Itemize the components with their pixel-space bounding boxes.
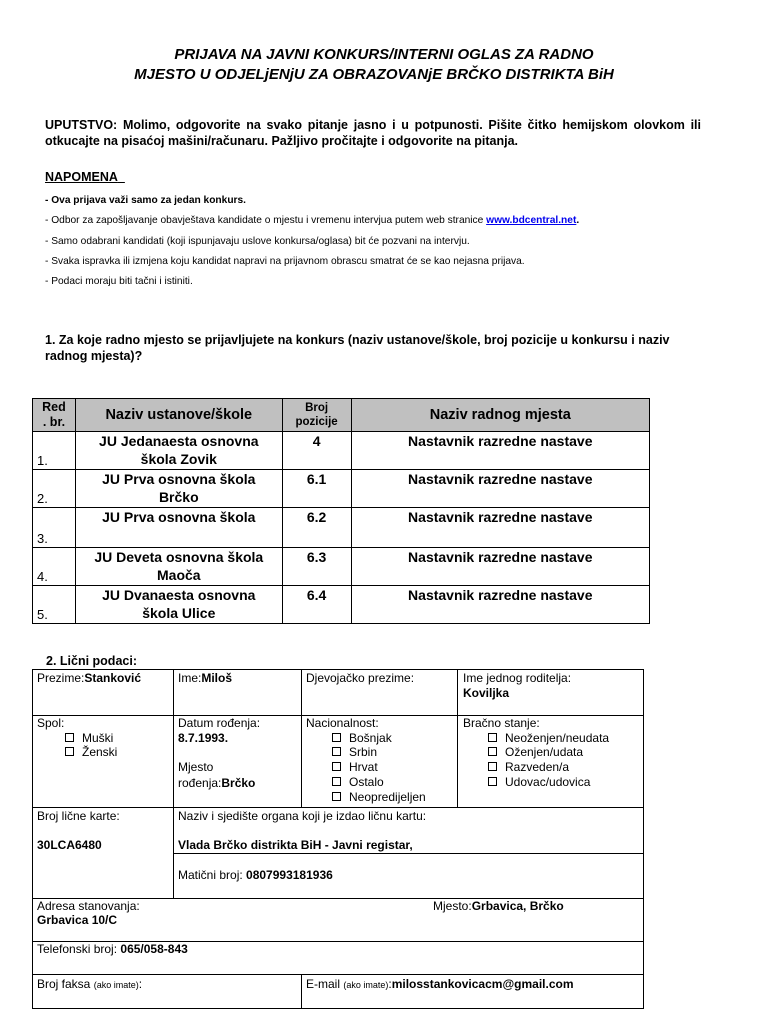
issuer-label: Naziv i sjedište organa koji je izdao ličnu kartu: <box>178 809 427 823</box>
header-institution: Naziv ustanove/škole <box>75 399 282 432</box>
table-row <box>33 432 650 470</box>
institution-cell: JU Jedanaesta osnovna škola Zovik <box>75 432 282 470</box>
position-name-cell: Nastavnik razredne nastave <box>351 586 649 624</box>
institution-cell: JU Prva osnovna škola Brčko <box>75 470 282 508</box>
nationality-option-ostalo[interactable]: Ostalo <box>332 775 384 790</box>
positions-table <box>32 398 650 624</box>
position-number-cell: 6.2 <box>282 508 351 548</box>
email-field[interactable]: E-mail (ako imate):milosstankovicacm@gmail.com <box>306 977 574 991</box>
instructions: UPUTSTVO: Molimo, odgovorite na svako pitanje jasno i u potpunosti. Pišite čitko hemijskom olovkom ili otkucajte na pisaćoj mašini/računaru. Pažljivo pročitajte i odgovorite na pitanja. <box>45 118 701 148</box>
note-item-3: - Samo odabrani kandidati (koji ispunjavaju uslove konkursa/oglasa) bit će pozvani na intervju. <box>45 236 470 247</box>
nationality-option-srbin[interactable]: Srbin <box>332 745 377 760</box>
checkbox-icon[interactable] <box>332 762 341 771</box>
positions-header-row <box>33 399 650 432</box>
header-rb: Red . br. <box>33 399 76 432</box>
note-heading: NAPOMENA <box>45 170 118 184</box>
position-number-cell: 6.1 <box>282 470 351 508</box>
parent-name-value[interactable]: Koviljka <box>463 686 510 700</box>
nationality-option-bosnjak[interactable]: Bošnjak <box>332 731 392 746</box>
dob-value[interactable]: 8.7.1993. <box>178 731 229 745</box>
checkbox-icon[interactable] <box>488 762 497 771</box>
note-item-5: - Podaci moraju biti tačni i istiniti. <box>45 276 193 287</box>
column-divider <box>457 670 458 807</box>
pob-label: Mjesto <box>178 760 214 774</box>
form-title-line2: MJESTO U ODJELjENjU ZA OBRAZOVANjE BRČKO DISTRIKTA BiH <box>134 66 614 83</box>
note-item-1: - Ova prijava važi samo za jedan konkurs. <box>45 195 247 206</box>
note-item-2: - Odbor za zapošljavanje obavještava kandidate o mjestu i vremenu intervjua putem web stranice www.bdcentral.net. <box>45 215 580 226</box>
marital-option-single[interactable]: Neoženjen/neudata <box>488 731 609 746</box>
checkbox-icon[interactable] <box>488 777 497 786</box>
jmbg-field[interactable]: Matični broj: 0807993181936 <box>178 868 333 882</box>
checkbox-icon[interactable] <box>65 747 74 756</box>
table-row <box>33 586 650 624</box>
column-divider <box>173 670 174 807</box>
row-divider <box>33 974 643 975</box>
checkbox-icon[interactable] <box>332 747 341 756</box>
bdcentral-link[interactable]: www.bdcentral.net <box>486 215 577 226</box>
nationality-option-hrvat[interactable]: Hrvat <box>332 760 378 775</box>
nationality-option-neopredijeljen[interactable]: Neopredijeljen <box>332 790 426 805</box>
checkbox-icon[interactable] <box>488 733 497 742</box>
fax-field[interactable]: Broj faksa (ako imate): <box>37 977 143 991</box>
phone-field[interactable]: Telefonski broj: 065/058-843 <box>37 942 188 956</box>
checkbox-icon[interactable] <box>65 733 74 742</box>
pob-field[interactable]: rođenja:Brčko <box>178 776 256 790</box>
sex-label: Spol: <box>37 716 65 730</box>
sex-option-female[interactable]: Ženski <box>65 745 117 760</box>
row-number: 4. <box>33 548 76 586</box>
sex-option-male[interactable]: Muški <box>65 731 113 746</box>
position-name-cell: Nastavnik razredne nastave <box>351 548 649 586</box>
row-number: 2. <box>33 470 76 508</box>
marital-option-widowed[interactable]: Udovac/udovica <box>488 775 590 790</box>
id-card-value[interactable]: 30LCA6480 <box>37 838 102 852</box>
checkbox-icon[interactable] <box>332 792 341 801</box>
position-name-cell: Nastavnik razredne nastave <box>351 432 649 470</box>
personal-data-form <box>32 669 644 1009</box>
dob-label: Datum rođenja: <box>178 716 261 730</box>
position-number-cell: 6.4 <box>282 586 351 624</box>
header-position: Naziv radnog mjesta <box>351 399 649 432</box>
surname-field[interactable]: Prezime:Stanković <box>37 671 142 685</box>
issuer-value[interactable]: Vlada Brčko distrikta BiH - Javni registar, <box>178 838 413 852</box>
note-item-4: - Svaka ispravka ili izmjena koju kandidat napravi na prijavnom obrascu smatrat će se kao nejasna prijava. <box>45 256 525 267</box>
marital-label: Bračno stanje: <box>463 716 540 730</box>
parent-name-label: Ime jednog roditelja: <box>463 671 572 685</box>
place-field[interactable]: Mjesto:Grbavica, Brčko <box>433 899 564 913</box>
question-1: 1. Za koje radno mjesto se prijavljujete na konkurs (naziv ustanove/škole, broj pozicije u konkursu i naziv radnog mjesta)? <box>45 333 670 363</box>
address-value[interactable]: Grbavica 10/C <box>37 913 118 927</box>
institution-cell: JU Deveta osnovna škola Maoča <box>75 548 282 586</box>
row-number: 1. <box>33 432 76 470</box>
marital-option-divorced[interactable]: Razveden/a <box>488 760 569 775</box>
position-name-cell: Nastavnik razredne nastave <box>351 508 649 548</box>
address-label: Adresa stanovanja: <box>37 899 140 913</box>
row-divider <box>33 807 643 808</box>
institution-cell: JU Dvanaesta osnovna škola Ulice <box>75 586 282 624</box>
header-number: Broj pozicije <box>282 399 351 432</box>
position-name-cell: Nastavnik razredne nastave <box>351 470 649 508</box>
table-row <box>33 548 650 586</box>
column-divider <box>301 670 302 807</box>
marital-option-married[interactable]: Oženjen/udata <box>488 745 583 760</box>
section-2-heading: 2. Lični podaci: <box>46 654 137 668</box>
form-title-line1: PRIJAVA NA JAVNI KONKURS/INTERNI OGLAS ZA RADNO <box>174 46 594 63</box>
table-row <box>33 470 650 508</box>
row-number: 5. <box>33 586 76 624</box>
column-divider <box>173 807 174 898</box>
column-divider <box>301 974 302 1009</box>
name-field[interactable]: Ime:Miloš <box>178 671 233 685</box>
table-row <box>33 508 650 548</box>
nationality-label: Nacionalnost: <box>306 716 379 730</box>
position-number-cell: 6.3 <box>282 548 351 586</box>
institution-cell: JU Prva osnovna škola <box>75 508 282 548</box>
checkbox-icon[interactable] <box>332 733 341 742</box>
checkbox-icon[interactable] <box>332 777 341 786</box>
position-number-cell: 4 <box>282 432 351 470</box>
checkbox-icon[interactable] <box>488 747 497 756</box>
id-card-label: Broj lične karte: <box>37 809 120 823</box>
maiden-name-field[interactable]: Djevojačko prezime: <box>306 671 415 685</box>
row-number: 3. <box>33 508 76 548</box>
row-divider <box>173 853 643 854</box>
